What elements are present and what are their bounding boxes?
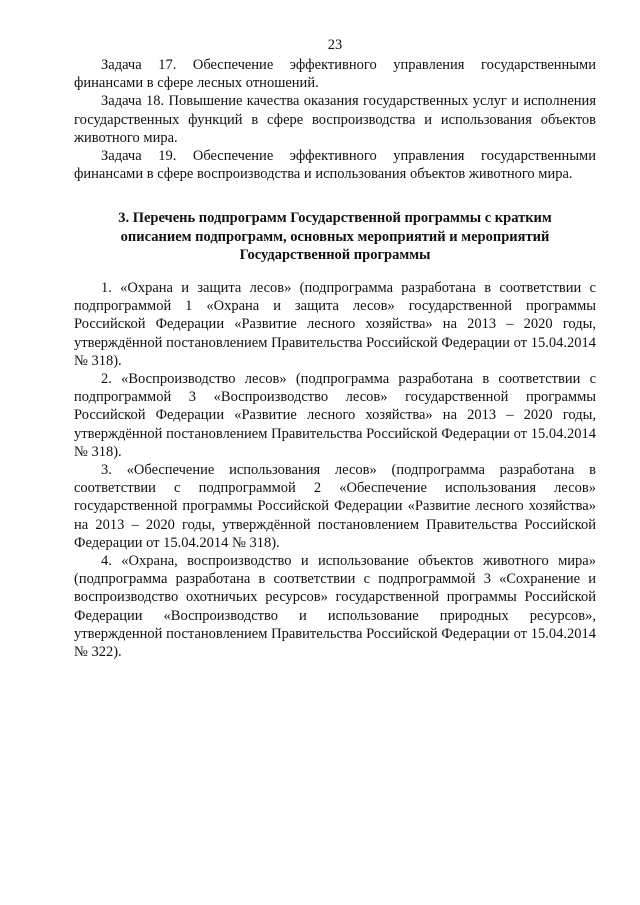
task-19: Задача 19. Обеспечение эффективного управления государственными финансами в сфере воспроизводства и использования объектов животного мира. (74, 148, 596, 183)
subprogram-3: 3. «Обеспечение использования лесов» (подпрограмма разработана в соответствии с подпрограммой 2 «Обеспечение использования лесов» государственной программы Российской Федерации «Развитие лесного хозяйства» на 2013 – 2020 годы, утверждённой постановлением Правительства Российской Федерации от 15.04.2014 № 318). (74, 461, 596, 551)
subprogram-1: 1. «Охрана и защита лесов» (подпрограмма разработана в соответствии с подпрограммой 1 «Охрана и защита лесов» государственной программы Российской Федерации «Развитие лесного хозяйства» на 2013 – 2020 годы, утверждённой постановлением Правительства Российской Федерации от 15.04.2014 № 318). (74, 279, 596, 369)
subprogram-2: 2. «Воспроизводство лесов» (подпрограмма разработана в соответствии с подпрограммой 3 «Воспроизводство лесов» государственной программы Российской Федерации «Развитие лесного хозяйства» на 2013 – 2020 годы, утверждённой постановлением Правительства Российской Федерации от 15.04.2014 № 318). (74, 370, 596, 460)
section-heading: 3. Перечень подпрограмм Государственной программы с кратким описанием подпрограмм, основных мероприятий и мероприятий Государственной программы (118, 210, 552, 264)
document-page (74, 36, 596, 661)
subprogram-4: 4. «Охрана, воспроизводство и использование объектов животного мира» (подпрограмма разработана в соответствии с подпрограммой 3 «Сохранение и воспроизводство охотничьих ресурсов» государственной программы Российской Федерации «Воспроизводство и использование природных ресурсов», утвержденной постановлением Правительства Российской Федерации от 15.04.2014 № 322). (74, 552, 596, 660)
task-17: Задача 17. Обеспечение эффективного управления государственными финансами в сфере лесных отношений. (74, 57, 596, 92)
task-18: Задача 18. Повышение качества оказания государственных услуг и исполнения государственных функций в сфере воспроизводства и использования объектов животного мира. (74, 93, 596, 146)
page-number: 23 (327, 37, 343, 53)
